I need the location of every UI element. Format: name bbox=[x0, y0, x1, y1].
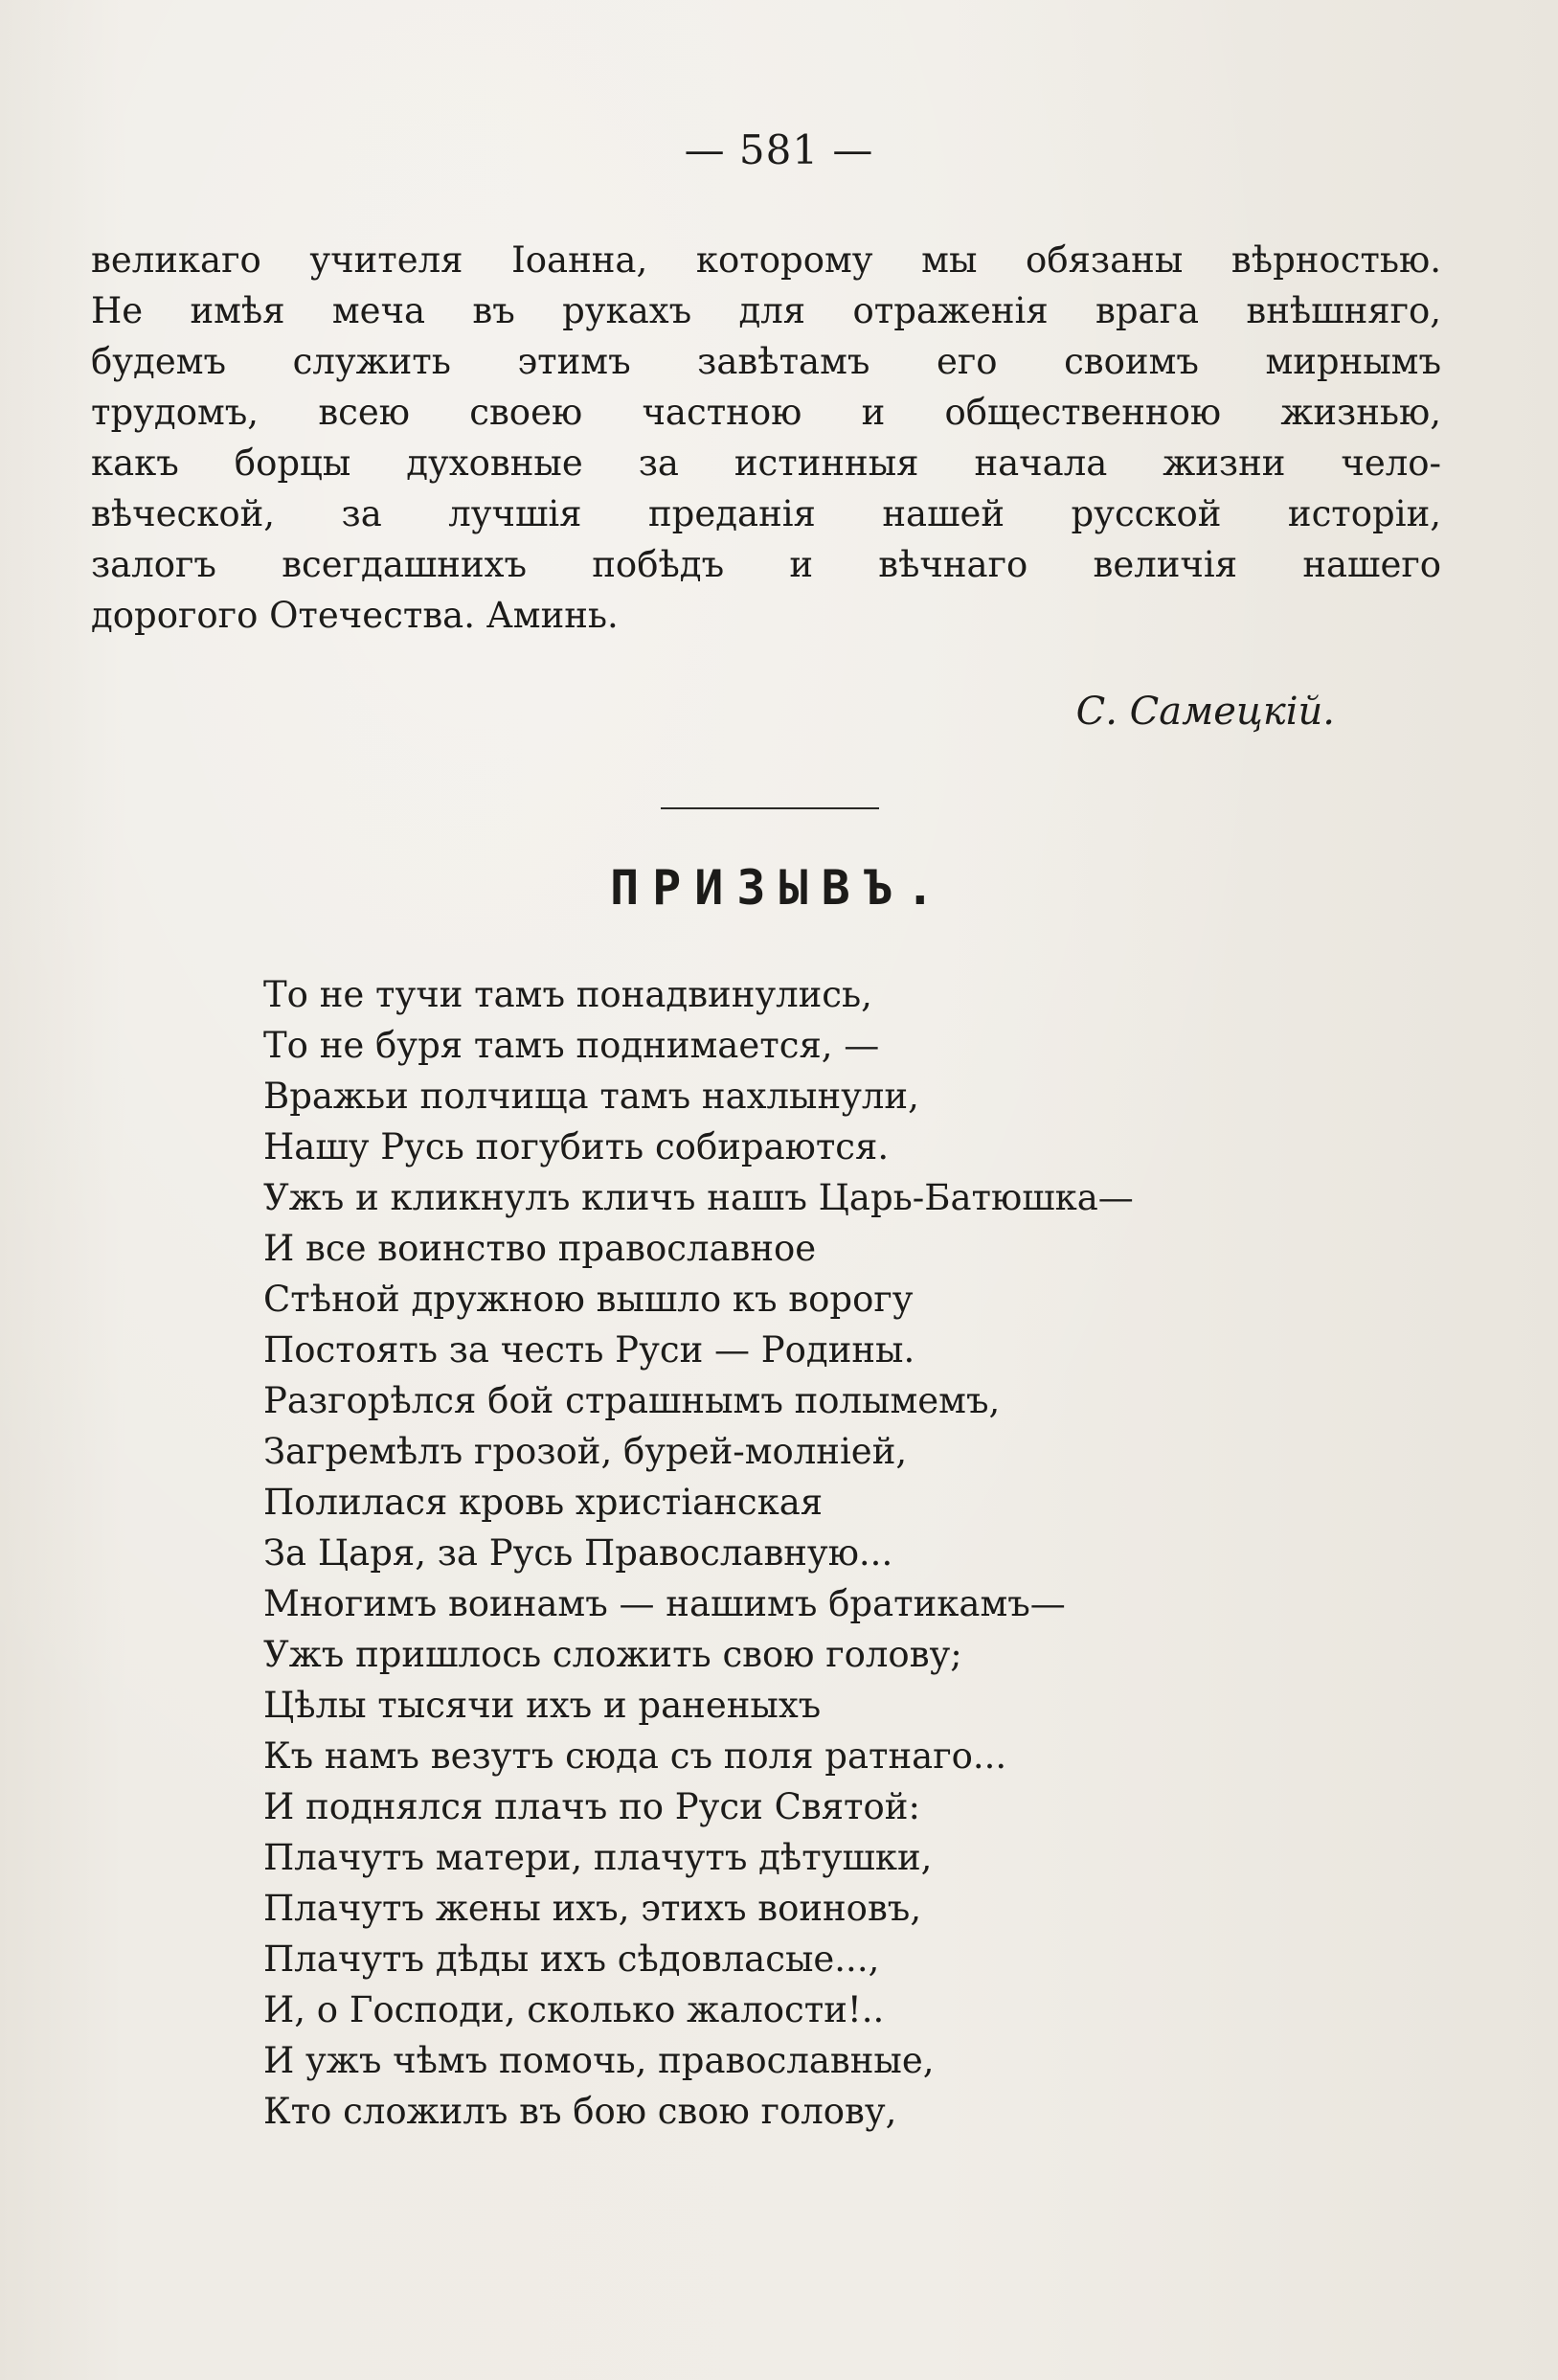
prose-line: трудомъ, всею своею частною и общественною жизнью, bbox=[91, 392, 1441, 433]
poem-line: То не буря тамъ поднимается, — bbox=[263, 1025, 880, 1066]
poem-line: Многимъ воинамъ — нашимъ братикамъ— bbox=[263, 1583, 1066, 1624]
poem-line: То не тучи тамъ понадвинулись, bbox=[263, 974, 872, 1015]
page-number: — 581 — bbox=[684, 126, 874, 173]
poem-line: Кто сложилъ въ бою свою голову, bbox=[263, 2091, 897, 2132]
prose-line: Не имѣя меча въ рукахъ для отраженія врага внѣшняго, bbox=[91, 290, 1441, 331]
poem-line: Полилася кровь христіанская bbox=[263, 1482, 824, 1523]
poem-line: Плачутъ жены ихъ, этихъ воиновъ, bbox=[263, 1888, 922, 1929]
author-signature: С. Самецкій. bbox=[1075, 690, 1335, 734]
poem-line: Плачутъ дѣды ихъ сѣдовласые..., bbox=[263, 1938, 880, 1980]
section-divider bbox=[661, 807, 879, 809]
prose-line: вѣческой, за лучшія преданія нашей русской исторіи, bbox=[91, 493, 1441, 534]
prose-line: дорогого Отечества. Аминь. bbox=[91, 595, 619, 636]
prose-line: великаго учителя Іоанна, которому мы обязаны вѣрностью. bbox=[91, 239, 1441, 281]
poem-line: Стѣной дружною вышло къ ворогу bbox=[263, 1279, 914, 1320]
poem-line: Цѣлы тысячи ихъ и раненыхъ bbox=[263, 1685, 822, 1726]
poem-line: Постоять за честь Руси — Родины. bbox=[263, 1329, 915, 1371]
poem-title: ПРИЗЫВЪ. bbox=[610, 860, 948, 916]
poem-body bbox=[263, 969, 1451, 2137]
poem-line: Вражьи полчища тамъ нахлынули, bbox=[263, 1076, 919, 1117]
poem-line: И ужъ чѣмъ помочь, православные, bbox=[263, 2040, 935, 2081]
prose-line: будемъ служить этимъ завѣтамъ его своимъ мирнымъ bbox=[91, 341, 1441, 382]
poem-line: Разгорѣлся бой страшнымъ полымемъ, bbox=[263, 1380, 1001, 1421]
poem-line: Нашу Русь погубить собираются. bbox=[263, 1126, 890, 1167]
poem-line: И, о Господи, сколько жалости!.. bbox=[263, 1989, 885, 2030]
poem-line: И поднялся плачъ по Руси Святой: bbox=[263, 1786, 920, 1827]
poem-line: Плачутъ матери, плачутъ дѣтушки, bbox=[263, 1837, 933, 1878]
poem-line: Загремѣлъ грозой, бурей-молніей, bbox=[263, 1431, 908, 1472]
prose-paragraph bbox=[91, 235, 1441, 641]
poem-line: Къ намъ везутъ сюда съ поля ратнаго... bbox=[263, 1735, 1007, 1777]
prose-line: залогъ всегдашнихъ побѣдъ и вѣчнаго величія нашего bbox=[91, 544, 1441, 585]
poem-line: И все воинство православное bbox=[263, 1228, 817, 1269]
poem-line: Ужъ и кликнулъ кличъ нашъ Царь-Батюшка— bbox=[263, 1177, 1134, 1218]
poem-line: За Царя, за Русь Православную... bbox=[263, 1532, 893, 1574]
prose-line: какъ борцы духовные за истинныя начала жизни чело- bbox=[91, 442, 1441, 484]
poem-line: Ужъ пришлось сложить свою голову; bbox=[263, 1634, 962, 1675]
